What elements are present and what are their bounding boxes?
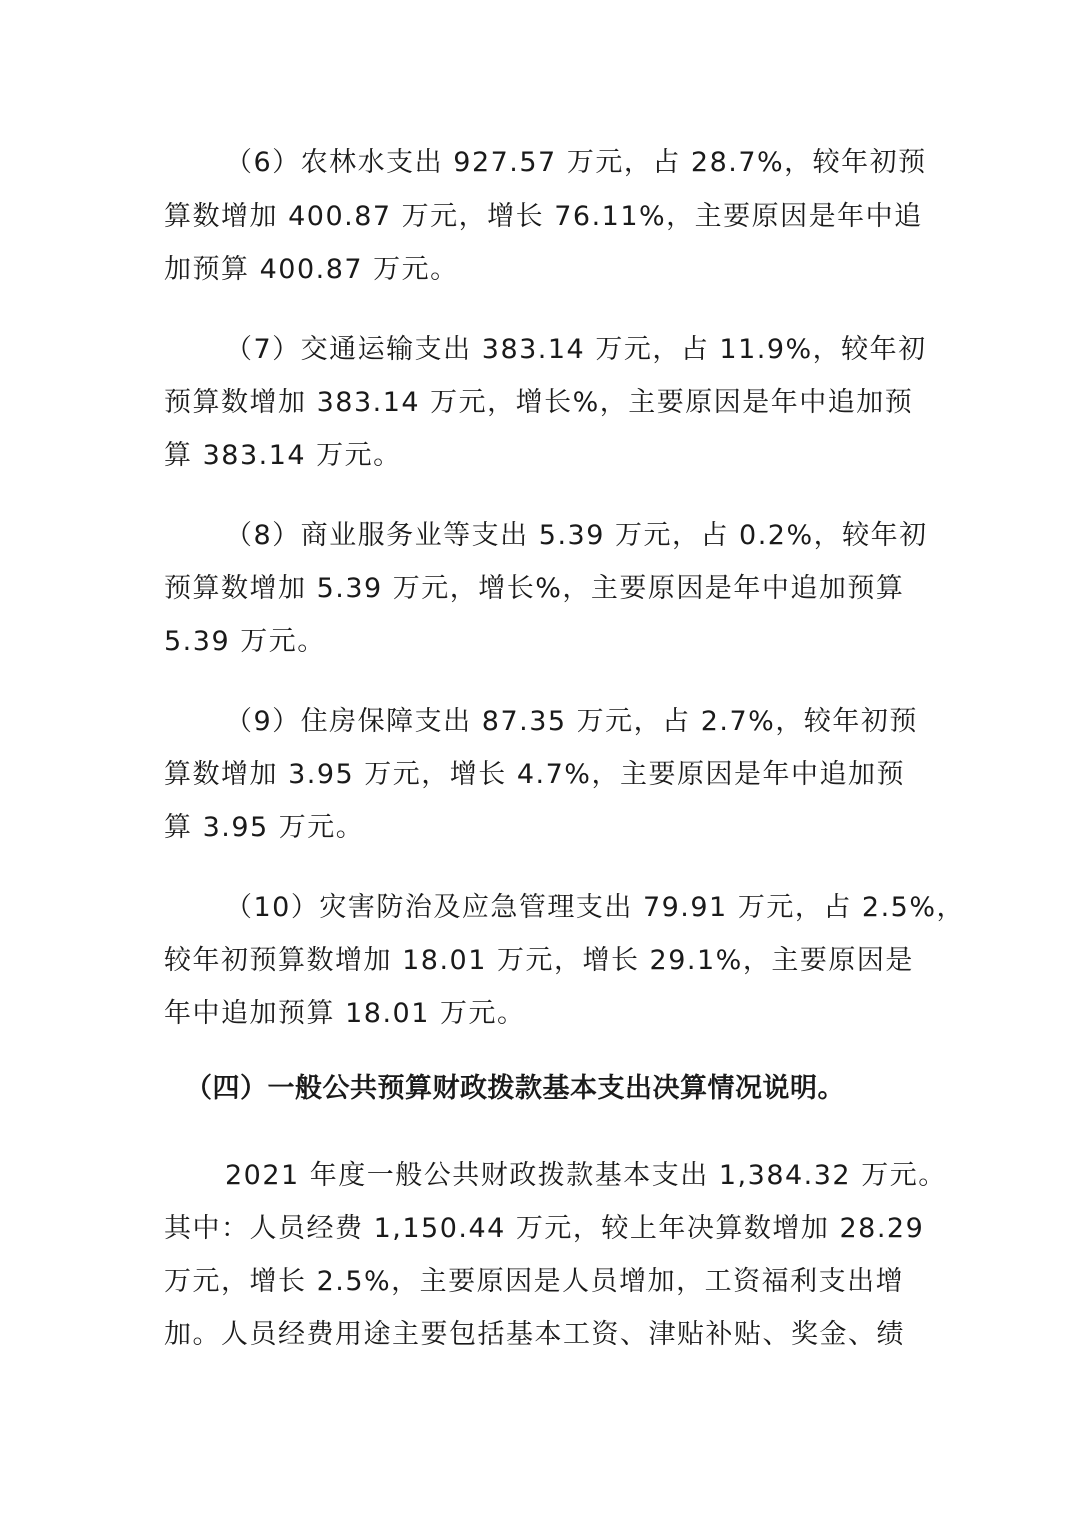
paragraph-line: 算 3.95 万元。 — [164, 812, 365, 843]
paragraph-line: 加预算 400.87 万元。 — [164, 254, 459, 285]
paragraph-line: （10）灾害防治及应急管理支出 79.91 万元，占 2.5%， — [225, 892, 965, 923]
paragraph-line: （8）商业服务业等支出 5.39 万元，占 0.2%，较年初 — [225, 520, 928, 551]
paragraph-line: （9）住房保障支出 87.35 万元，占 2.7%，较年初预 — [225, 706, 918, 737]
paragraph-line: 预算数增加 5.39 万元，增长%，主要原因是年中追加预算 — [164, 573, 905, 604]
section-heading: （四）一般公共预算财政拨款基本支出决算情况说明。 — [185, 1073, 845, 1104]
paragraph-line: 较年初预算数增加 18.01 万元，增长 29.1%，主要原因是 — [164, 945, 914, 976]
paragraph-line: 算数增加 3.95 万元，增长 4.7%，主要原因是年中追加预 — [164, 759, 905, 790]
paragraph-line: （6）农林水支出 927.57 万元，占 28.7%，较年初预 — [225, 147, 927, 178]
paragraph-line: 加。人员经费用途主要包括基本工资、津贴补贴、奖金、绩 — [164, 1319, 905, 1350]
paragraph-line: 2021 年度一般公共财政拨款基本支出 1,384.32 万元。 — [225, 1160, 947, 1191]
paragraph-line: 预算数增加 383.14 万元，增长%，主要原因是年中追加预 — [164, 387, 914, 418]
paragraph-line: 其中：人员经费 1,150.44 万元，较上年决算数增加 28.29 — [164, 1213, 925, 1244]
paragraph-line: 5.39 万元。 — [164, 626, 326, 657]
paragraph-line: 算数增加 400.87 万元，增长 76.11%，主要原因是年中追 — [164, 201, 923, 232]
paragraph-line: 万元，增长 2.5%，主要原因是人员增加，工资福利支出增 — [164, 1266, 905, 1297]
paragraph-line: 算 383.14 万元。 — [164, 440, 402, 471]
paragraph-line: 年中追加预算 18.01 万元。 — [164, 998, 526, 1029]
paragraph-line: （7）交通运输支出 383.14 万元，占 11.9%，较年初 — [225, 334, 927, 365]
